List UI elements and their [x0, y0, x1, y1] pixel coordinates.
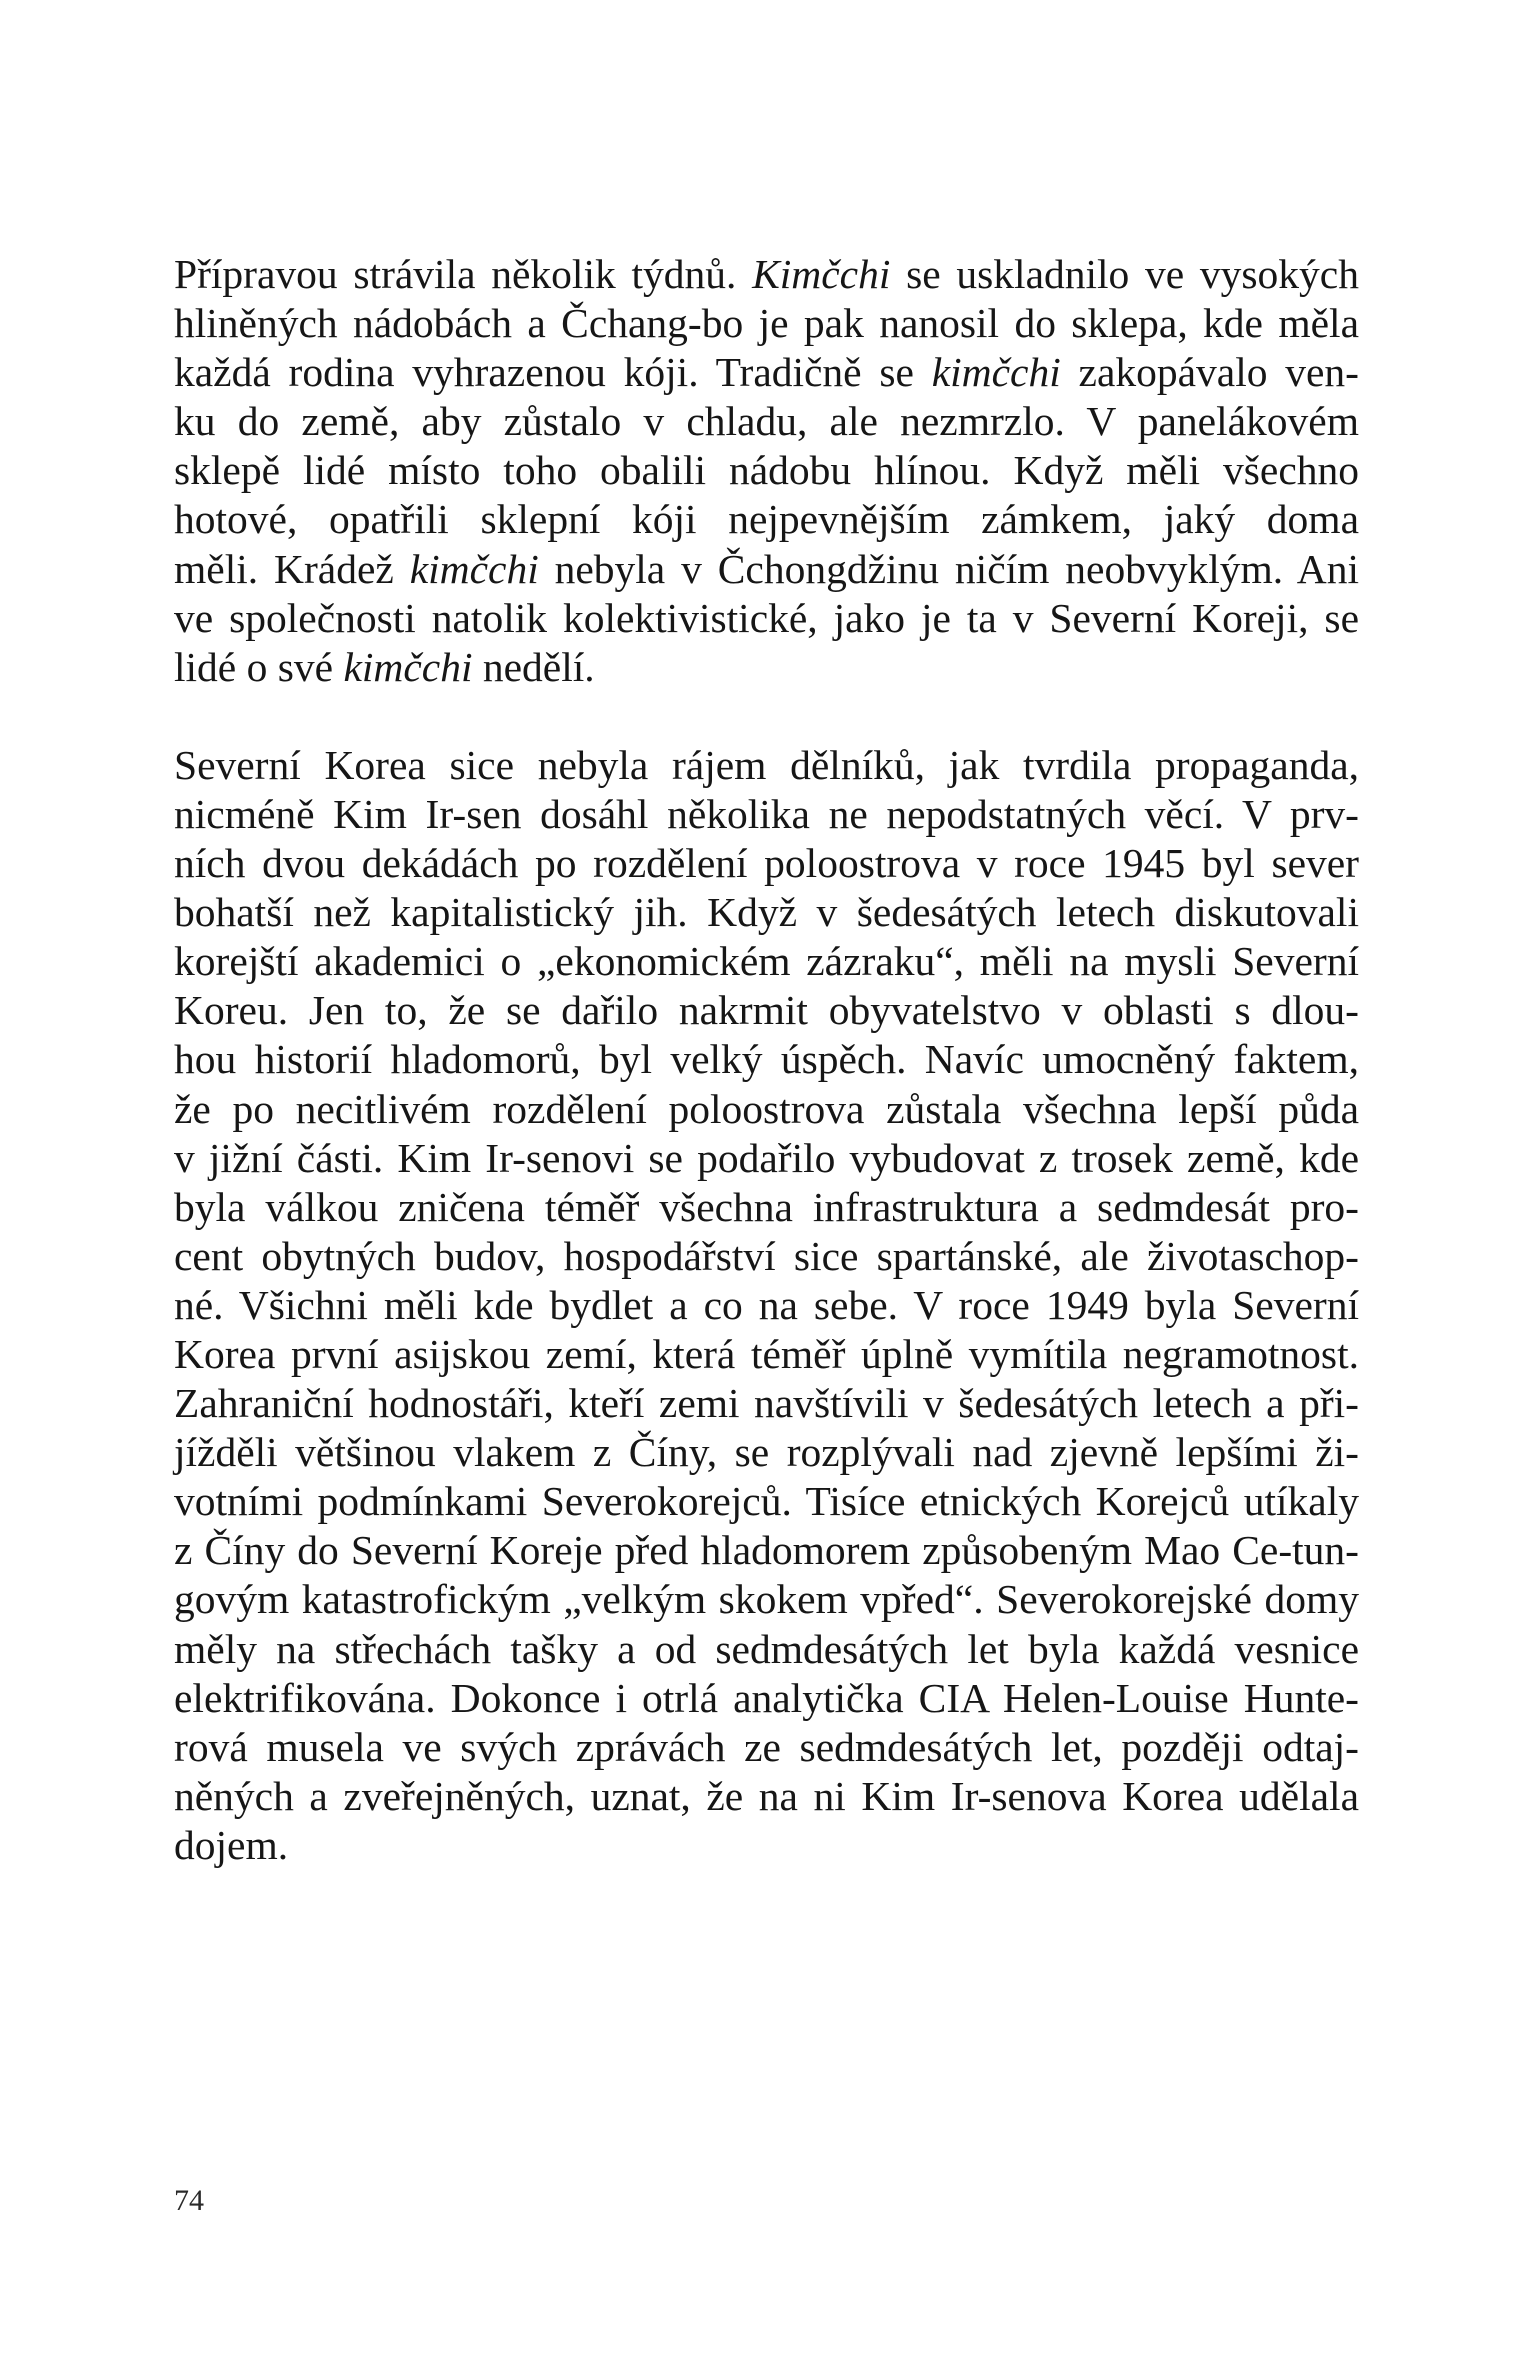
text-line: dojem.: [174, 1821, 289, 1868]
text-line: byla válkou zničena téměř všechna infrastruktura a sedmdesát pro-: [174, 1183, 1359, 1230]
text-line: korejští akademici o „ekonomickém zázraku“, měli na mysli Severní: [174, 938, 1359, 985]
text-line: Severní Korea sice nebyla rájem dělníků, jak tvrdila propaganda,: [174, 741, 1359, 788]
text-line: govým katastrofickým „velkým skokem vpřed“. Severokorejské domy: [174, 1576, 1359, 1623]
paragraph: [174, 741, 1359, 1870]
italic-term: kimčchi: [343, 643, 473, 690]
text-line: něných a zveřejněných, uznat, že na ni Kim Ir-senova Korea udělala: [174, 1772, 1359, 1819]
italic-term: kimčchi: [931, 349, 1061, 396]
italic-term: Kimčchi: [752, 251, 891, 297]
paragraph: [174, 250, 1359, 692]
text-line: elektrifikována. Dokonce i otrlá analytička CIA Helen-Louise Hunte-: [174, 1674, 1359, 1721]
italic-term: kimčchi: [409, 545, 539, 592]
text-line: Koreu. Jen to, že se dařilo nakrmit obyvatelstvo v oblasti s dlou-: [174, 987, 1359, 1034]
text-line: hliněných nádobách a Čchang-bo je pak nanosil do sklepa, kde měla: [174, 300, 1359, 347]
text-line: cent obytných budov, hospodářství sice spartánské, ale životaschop-: [174, 1232, 1359, 1279]
text-line: ku do země, aby zůstalo v chladu, ale nezmrzlo. V panelákovém: [174, 398, 1359, 445]
text-line: jížděli většinou vlakem z Číny, se rozplývali nad zjevně lepšími ži-: [174, 1429, 1359, 1476]
text-line: Přípravou strávila několik týdnů. Kimčchi se uskladnilo ve vysokých: [174, 251, 1359, 297]
text-line: Zahraniční hodnostáři, kteří zemi navštívili v šedesátých letech a při-: [174, 1380, 1359, 1427]
text-line: každá rodina vyhrazenou kóji. Tradičně se kimčchi zakopávalo ven-: [174, 349, 1359, 396]
page-number: 74: [174, 2184, 204, 2217]
text-line: Korea první asijskou zemí, která téměř úplně vymítila negramotnost.: [174, 1330, 1359, 1377]
text-line: bohatší než kapitalistický jih. Když v šedesátých letech diskutovali: [174, 889, 1359, 936]
text-line: měly na střechách tašky a od sedmdesátých let byla každá vesnice: [174, 1625, 1359, 1672]
book-page-body: [174, 250, 1359, 1870]
text-line: né. Všichni měli kde bydlet a co na sebe. V roce 1949 byla Severní: [174, 1281, 1359, 1328]
text-line: z Číny do Severní Koreje před hladomorem způsobeným Mao Ce-tun-: [174, 1527, 1359, 1574]
text-line: votními podmínkami Severokorejců. Tisíce etnických Korejců utíkaly: [174, 1478, 1359, 1525]
text-line: rová musela ve svých zprávách ze sedmdesátých let, později odtaj-: [174, 1723, 1359, 1770]
text-line: lidé o své kimčchi nedělí.: [174, 643, 595, 690]
text-line: měli. Krádež kimčchi nebyla v Čchongdžinu ničím neobvyklým. Ani: [174, 545, 1359, 592]
text-line: nicméně Kim Ir-sen dosáhl několika ne nepodstatných věcí. V prv-: [174, 790, 1359, 837]
text-line: sklepě lidé místo toho obalili nádobu hlínou. Když měli všechno: [174, 447, 1359, 494]
text-line: ve společnosti natolik kolektivistické, jako je ta v Severní Koreji, se: [174, 594, 1359, 641]
text-line: v jižní části. Kim Ir-senovi se podařilo vybudovat z trosek země, kde: [174, 1134, 1359, 1181]
text-line: hotové, opatřili sklepní kóji nejpevnějším zámkem, jaký doma: [174, 496, 1359, 543]
text-line: hou historií hladomorů, byl velký úspěch. Navíc umocněný faktem,: [174, 1036, 1359, 1083]
text-line: že po necitlivém rozdělení poloostrova zůstala všechna lepší půda: [174, 1085, 1359, 1132]
text-line: ních dvou dekádách po rozdělení poloostrova v roce 1945 byl sever: [174, 840, 1359, 887]
